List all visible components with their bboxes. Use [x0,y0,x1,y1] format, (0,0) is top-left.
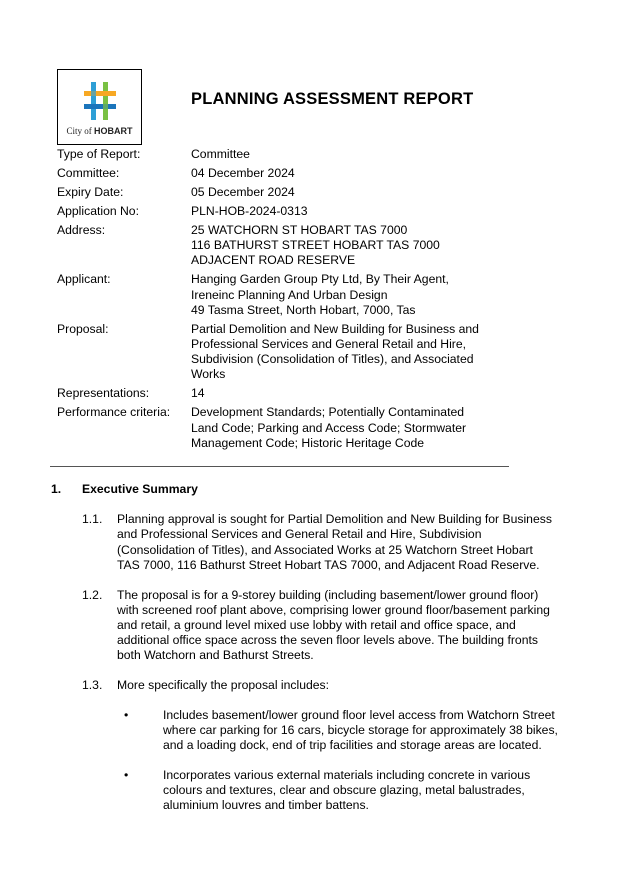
text-line: both Watchorn and Bathurst Streets. [117,648,314,663]
detail-row [57,223,497,269]
text-line: Land Code; Parking and Access Code; Stormwater [191,420,467,435]
detail-label: Committee: [57,166,120,180]
bullet-list [117,708,581,814]
detail-row [57,322,497,383]
text-line: More specifically the proposal includes: [117,678,330,693]
text-line: Subdivision (Consolidation of Titles), and Associated [191,352,474,367]
text-line: Planning approval is sought for Partial Demolition and New Building for Business [117,512,552,527]
paragraph-text [117,512,581,573]
detail-row [57,405,497,451]
text-line: 05 December 2024 [191,185,295,199]
paragraph-list [51,512,581,693]
text-line: Professional Services and General Retail and Hire, [191,337,467,352]
text-line: 25 WATCHORN ST HOBART TAS 7000 [191,223,408,237]
bullet-text [163,768,581,814]
logo-hobart: HOBART [94,126,133,136]
text-line: TAS 7000, 116 Bathurst Street Hobart TAS 7000, and Adjacent Road Reserve. [117,557,540,572]
detail-label: Type of Report: [57,147,141,161]
text-line: 116 BATHURST STREET HOBART TAS 7000 [191,238,440,253]
paragraph-number: 1.1. [82,512,103,527]
text-line: 04 December 2024 [191,166,295,180]
detail-label: Address: [57,223,106,237]
numbered-paragraph [82,678,581,693]
text-line: and Professional Services and General Retail and Hire, Subdivision [117,527,482,542]
bullet-text [163,708,581,754]
detail-row [57,272,497,318]
paragraph-number: 1.3. [82,678,103,693]
text-line: 49 Tasma Street, North Hobart, 7000, Tas [191,302,416,317]
detail-value [191,405,497,451]
text-line: colours and textures, clear and obscure glazing, metal balustrades, [163,783,525,798]
detail-value [191,204,497,219]
text-line: 14 [191,386,205,401]
report-details-table [57,147,497,455]
bullet-item [117,768,581,814]
text-line: Partial Demolition and New Building for Business and [191,321,479,336]
text-line: PLN-HOB-2024-0313 [191,204,308,218]
detail-value [191,166,497,181]
bullet-marker: • [124,707,129,722]
text-line: and a loading dock, end of trip facilities and storage areas are located. [163,738,542,753]
section-divider [50,466,509,467]
executive-summary-section [51,482,581,828]
paragraph-text [117,588,581,664]
detail-row [57,185,497,200]
detail-value [191,386,497,401]
detail-label: Application No: [57,204,139,218]
text-line: where car parking for 16 cars, bicycle storage for approximately 38 bikes, [163,722,558,737]
hobart-hash-logo-icon [82,80,118,122]
section-heading [51,482,581,497]
text-line: The proposal is for a 9-storey building (including basement/lower ground floor) [117,587,539,602]
text-line: Development Standards; Potentially Contaminated [191,405,465,420]
detail-row [57,204,497,219]
text-line: with screened roof plant above, comprising lower ground floor/basement parking [117,602,550,617]
detail-label: Representations: [57,386,150,401]
detail-label: Performance criteria: [57,405,171,420]
detail-value [191,322,497,383]
city-of-hobart-logo [57,69,142,145]
detail-row [57,166,497,181]
text-line: Incorporates various external materials including concrete in various [163,767,531,782]
numbered-paragraph [82,512,581,573]
detail-row [57,386,497,401]
text-line: aluminium louvres and timber battens. [163,798,369,813]
detail-value [191,223,497,269]
detail-label: Proposal: [57,321,109,336]
detail-label: Expiry Date: [57,185,124,199]
text-line: Management Code; Historic Heritage Code [191,435,425,450]
text-line: Ireneinc Planning And Urban Design [191,287,388,302]
section-title: Executive Summary [82,482,198,496]
text-line: Hanging Garden Group Pty Ltd, By Their Agent, [191,272,449,287]
text-line: ADJACENT ROAD RESERVE [191,253,356,268]
text-line: (Consolidation of Titles), and Associated Works at 25 Watchorn Street Hobart [117,542,533,557]
text-line: Committee [191,147,250,161]
section-number: 1. [51,482,62,496]
numbered-paragraph [82,588,581,664]
text-line: additional office space across the seven floor levels above. The building fronts [117,633,538,648]
report-title: PLANNING ASSESSMENT REPORT [191,90,474,108]
detail-value [191,272,497,318]
detail-value [191,147,497,162]
text-line: and retail, a ground level mixed use lobby with retail and office space, and [117,617,516,632]
bullet-marker: • [124,767,129,782]
logo-city-of: City of [66,126,92,136]
paragraph-number: 1.2. [82,587,103,602]
logo-wordmark [58,126,141,136]
bullet-item [117,708,581,754]
text-line: Works [191,367,226,382]
text-line: Includes basement/lower ground floor level access from Watchorn Street [163,707,555,722]
detail-value [191,185,497,200]
detail-row [57,147,497,162]
paragraph-text [117,678,581,693]
detail-label: Applicant: [57,272,111,287]
